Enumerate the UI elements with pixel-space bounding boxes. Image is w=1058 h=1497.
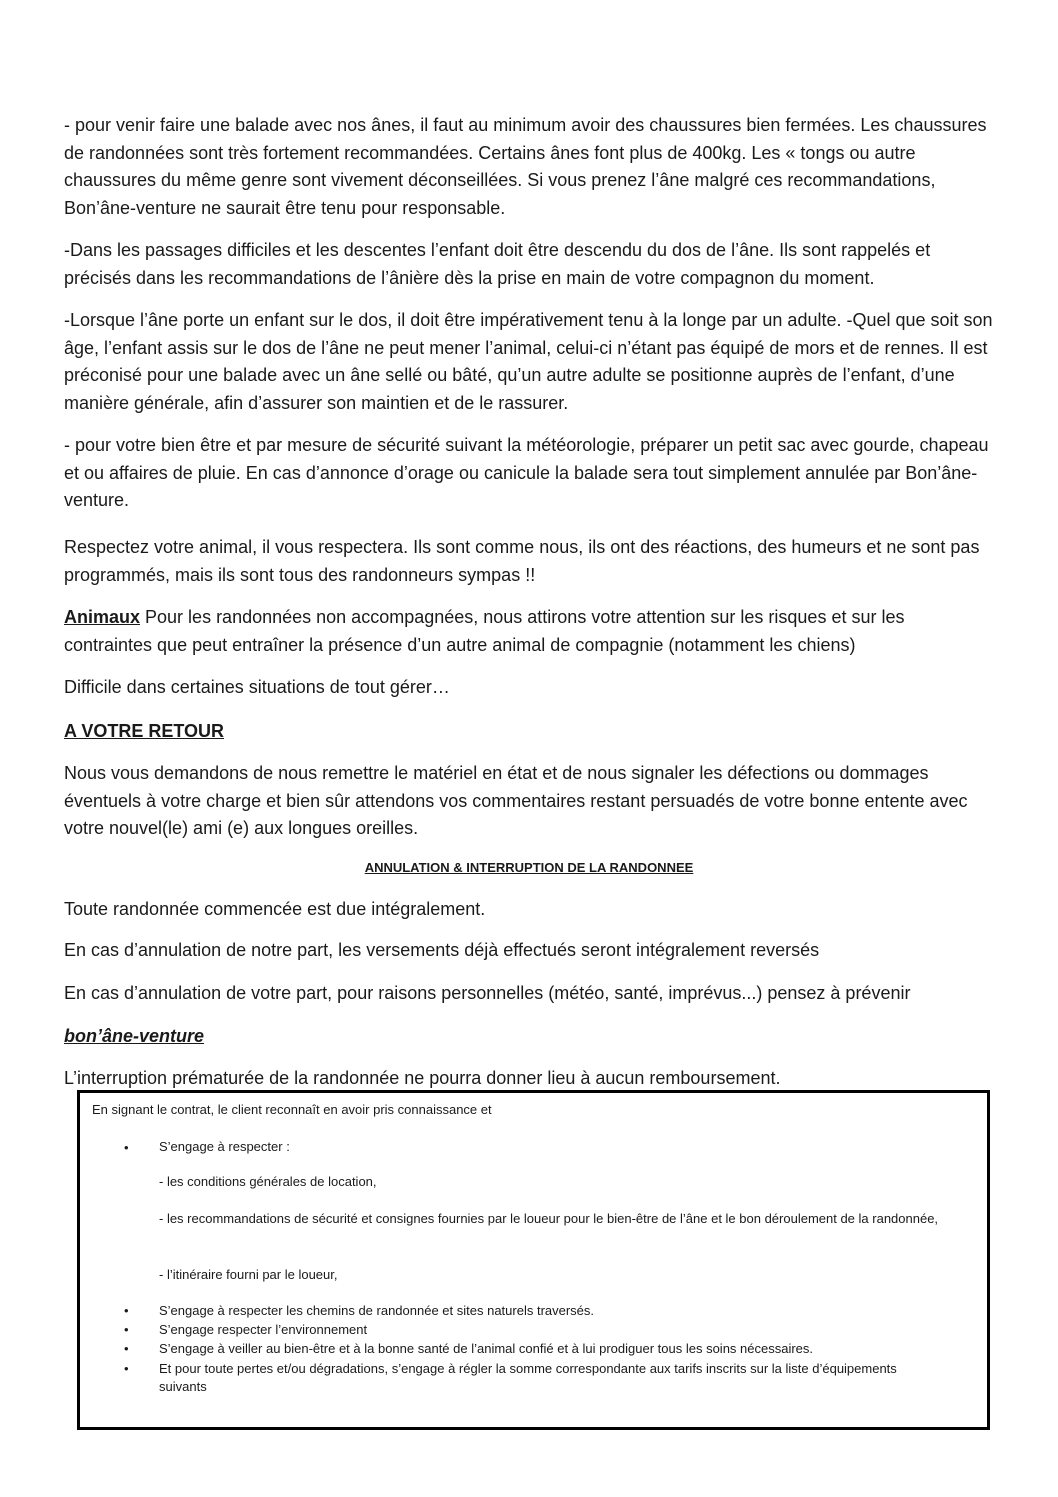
paragraph-respect: Respectez votre animal, il vous respectera. Ils sont comme nous, ils ont des réactions, des humeurs et ne sont pas programmés, mais ils sont tous des randonneurs sympas !!: [64, 537, 980, 585]
animals-label: Animaux: [64, 607, 141, 627]
bullet-icon: •: [124, 1140, 129, 1155]
paragraph-our-cancellation: En cas d’annulation de notre part, les versements déjà effectués seront intégralement reversés: [64, 940, 820, 960]
contract-box: [77, 1090, 990, 1430]
paragraph-child-on-donkey: -Lorsque l’âne porte un enfant sur le dos, il doit être impérativement tenu à la longe par un adulte. -Quel que soit son âge, l’enfant assis sur le dos de l’âne ne peut mener l’animal, celui-ci n’étant pas équipé de mors et de rennes. Il est préconisé pour une balade avec un âne sellé ou bâté, qu’un autre adulte se positionne auprès de l’enfant, d’une manière générale, afin d’assurer son maintien et de le rassurer.: [64, 310, 993, 413]
box-item-respect: S’engage à respecter :: [159, 1139, 290, 1154]
paragraph-difficult: Difficile dans certaines situations de tout gérer…: [64, 677, 450, 697]
bullet-icon: •: [124, 1303, 129, 1318]
paragraph-animals: [64, 604, 994, 659]
paragraph-descents: -Dans les passages difficiles et les descentes l’enfant doit être descendu du dos de l’âne. Ils sont rappelés et précisés dans les recommandations de l’ânière dès la prise en main de votre compagnon du moment.: [64, 240, 931, 288]
bullet-icon: •: [124, 1361, 129, 1376]
bullet-icon: •: [124, 1341, 129, 1356]
paragraph-due: Toute randonnée commencée est due intégralement.: [64, 899, 486, 919]
box-sub-itinerary: - l’itinéraire fourni par le loueur,: [159, 1267, 338, 1282]
bullet-icon: •: [124, 1322, 129, 1337]
paragraph-your-cancellation: En cas d’annulation de votre part, pour raisons personnelles (météo, santé, imprévus...) pensez à prévenir: [64, 983, 911, 1003]
box-sub-recommendations: - les recommandations de sécurité et consignes fournies par le loueur pour le bien-être de l’âne et le bon déroulement de la randonnée,: [159, 1211, 939, 1226]
box-item-environment: S’engage respecter l’environnement: [159, 1322, 368, 1337]
box-item-damages: Et pour toute pertes et/ou dégradations, s’engage à régler la somme correspondante aux tarifs inscrits sur la liste d’équipements suivants: [159, 1361, 897, 1394]
brand-name: bon’âne-venture: [64, 1026, 205, 1046]
box-intro: En signant le contrat, le client reconnaît en avoir pris connaissance et: [92, 1102, 492, 1117]
paragraph-shoes: - pour venir faire une balade avec nos ânes, il faut au minimum avoir des chaussures bien fermées. Les chaussures de randonnées sont très fortement recommandées. Certains ânes font plus de 400kg. Les « tongs ou autre chaussures du même genre sont vivement déconseillées. Si vous prenez l’âne malgré ces recommandations, Bon’âne-venture ne saurait être tenu pour responsable.: [64, 115, 987, 218]
paragraph-return: Nous vous demandons de nous remettre le matériel en état et de nous signaler les défections ou dommages éventuels à votre charge et bien sûr attendons vos commentaires restant persuadés de votre bonne entente avec votre nouvel(le) ami (e) aux longues oreilles.: [64, 763, 968, 838]
box-sub-conditions: - les conditions générales de location,: [159, 1174, 377, 1189]
box-item-paths: S’engage à respecter les chemins de randonnée et sites naturels traversés.: [159, 1303, 595, 1318]
return-heading: A VOTRE RETOUR: [64, 721, 225, 741]
cancellation-heading: ANNULATION & INTERRUPTION DE LA RANDONNEE: [364, 860, 694, 875]
paragraph-weather: - pour votre bien être et par mesure de sécurité suivant la météorologie, préparer un petit sac avec gourde, chapeau et ou affaires de pluie. En cas d’annonce d’orage ou canicule la balade sera tout simplement annulée par Bon’âne-venture.: [64, 435, 989, 510]
animals-text: Pour les randonnées non accompagnées, nous attirons votre attention sur les risques et sur les contraintes que peut entraîner la présence d’un autre animal de compagnie (notamment les chiens): [64, 607, 905, 655]
paragraph-interruption: L’interruption prématurée de la randonnée ne pourra donner lieu à aucun remboursement.: [64, 1068, 781, 1088]
box-item-animal-care: S’engage à veiller au bien-être et à la bonne santé de l’animal confié et à lui prodiguer tous les soins nécessaires.: [159, 1341, 814, 1356]
